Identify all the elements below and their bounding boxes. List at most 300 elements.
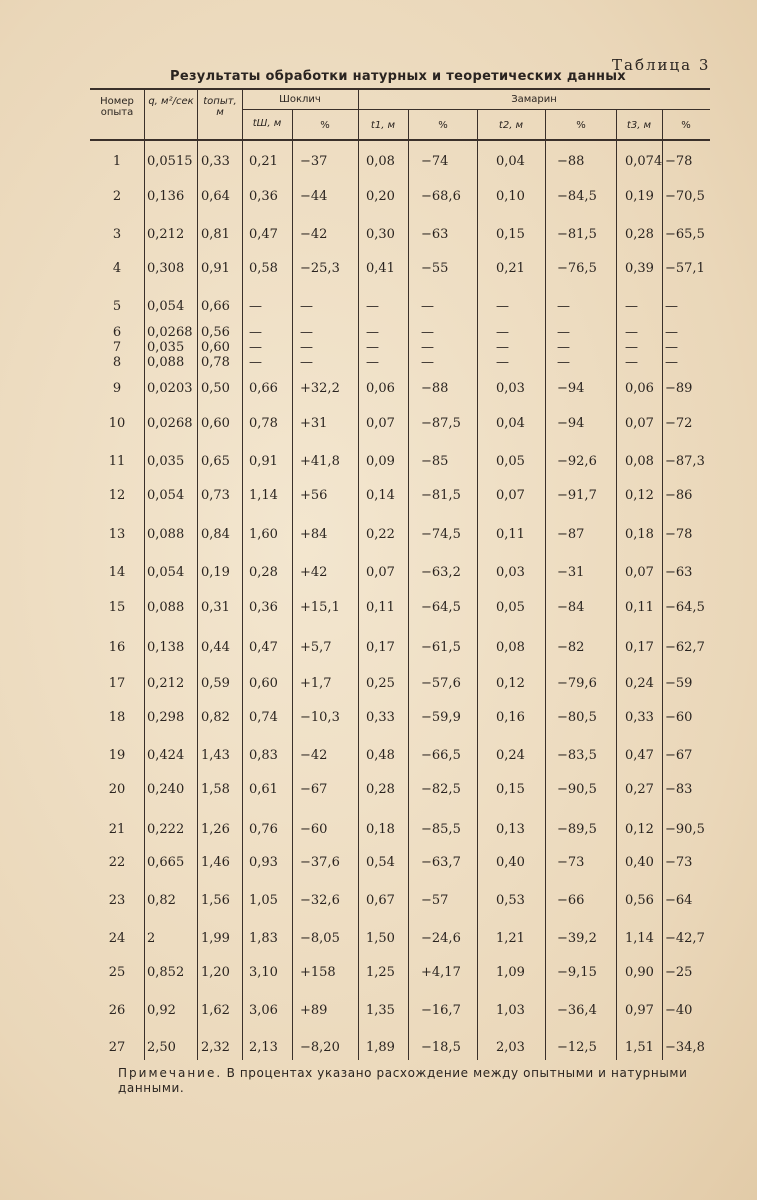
cell-t1: 0,25: [366, 676, 395, 691]
cell-pct-3: —: [665, 340, 678, 355]
cell-q: 0,212: [147, 676, 185, 691]
cell-t-exp: 0,59: [201, 676, 230, 691]
cell-t-sh: 0,28: [249, 565, 278, 580]
header-zamarin: Замарин: [511, 94, 557, 105]
cell-pct-2: −12,5: [557, 1040, 597, 1055]
cell-t1: 0,17: [366, 640, 395, 655]
cell-pct-sh: —: [300, 299, 313, 314]
cell-t-sh: 0,21: [249, 154, 278, 169]
cell-pct-1: −16,7: [421, 1003, 461, 1018]
cell-pct-sh: —: [300, 340, 313, 355]
cell-pct-1: −55: [421, 261, 449, 276]
cell-pct-sh: +31: [300, 416, 328, 431]
cell-num: 18: [108, 710, 126, 725]
cell-pct-3: —: [665, 325, 678, 340]
cell-t1: 0,33: [366, 710, 395, 725]
cell-t-sh: 3,10: [249, 965, 278, 980]
cell-pct-3: −86: [665, 488, 693, 503]
cell-num: 6: [112, 325, 122, 340]
cell-t2: —: [496, 355, 509, 370]
cell-q: 0,0515: [147, 154, 193, 169]
cell-t1: 0,11: [366, 600, 395, 615]
cell-t1: 0,09: [366, 454, 395, 469]
cell-t2: 0,21: [496, 261, 525, 276]
cell-t-exp: 1,56: [201, 893, 230, 908]
cell-t3: 1,14: [625, 931, 654, 946]
cell-t3: 0,07: [625, 416, 654, 431]
cell-t-exp: 0,44: [201, 640, 230, 655]
cell-pct-sh: −10,3: [300, 710, 340, 725]
col-divider: [477, 110, 478, 1060]
cell-q: 0,298: [147, 710, 185, 725]
cell-pct-3: −65,5: [665, 227, 705, 242]
cell-pct-sh: +41,8: [300, 454, 340, 469]
cell-t-exp: 0,60: [201, 416, 230, 431]
cell-pct-2: −73: [557, 855, 585, 870]
cell-pct-1: −18,5: [421, 1040, 461, 1055]
cell-t-sh: 1,14: [249, 488, 278, 503]
cell-num: 10: [108, 416, 126, 431]
cell-t-exp: 0,78: [201, 355, 230, 370]
cell-t2: 0,16: [496, 710, 525, 725]
cell-pct-sh: −60: [300, 822, 328, 837]
cell-t-sh: 0,61: [249, 782, 278, 797]
header-q: q, м²/сек: [148, 96, 194, 107]
cell-t1: 0,48: [366, 748, 395, 763]
cell-num: 16: [108, 640, 126, 655]
cell-pct-2: −82: [557, 640, 585, 655]
cell-pct-1: −85,5: [421, 822, 461, 837]
cell-t-sh: 0,93: [249, 855, 278, 870]
cell-t-exp: 1,62: [201, 1003, 230, 1018]
table-title: Результаты обработки натурных и теоретических данных: [170, 69, 626, 84]
col-divider: [292, 110, 293, 1060]
cell-t-exp: 0,91: [201, 261, 230, 276]
cell-pct-1: —: [421, 355, 434, 370]
cell-q: 0,0203: [147, 381, 193, 396]
cell-pct-1: −74: [421, 154, 449, 169]
cell-t-exp: 1,58: [201, 782, 230, 797]
cell-t-exp: 1,26: [201, 822, 230, 837]
cell-t3: 0,24: [625, 676, 654, 691]
cell-t-sh: 3,06: [249, 1003, 278, 1018]
cell-t-exp: 0,50: [201, 381, 230, 396]
cell-q: 0,088: [147, 355, 185, 370]
cell-num: 4: [112, 261, 122, 276]
cell-q: 0,212: [147, 227, 185, 242]
header-bottom-rule: [90, 139, 710, 141]
cell-pct-1: −87,5: [421, 416, 461, 431]
cell-t1: —: [366, 355, 379, 370]
cell-t-exp: 0,19: [201, 565, 230, 580]
cell-t2: 2,03: [496, 1040, 525, 1055]
cell-pct-sh: +84: [300, 527, 328, 542]
cell-pct-sh: −8,05: [300, 931, 340, 946]
cell-t-sh: 0,91: [249, 454, 278, 469]
cell-t3: 0,08: [625, 454, 654, 469]
cell-t-exp: 0,56: [201, 325, 230, 340]
cell-pct-sh: −44: [300, 189, 328, 204]
header-t3: t3, м: [626, 120, 652, 131]
header-pct-2: %: [576, 120, 586, 131]
cell-pct-1: −85: [421, 454, 449, 469]
cell-pct-3: −60: [665, 710, 693, 725]
col-divider: [408, 110, 409, 1060]
cell-t1: 0,14: [366, 488, 395, 503]
cell-t3: 0,18: [625, 527, 654, 542]
cell-q: 0,035: [147, 454, 185, 469]
cell-pct-sh: +32,2: [300, 381, 340, 396]
cell-pct-3: −83: [665, 782, 693, 797]
cell-t3: —: [625, 299, 638, 314]
cell-pct-1: −59,9: [421, 710, 461, 725]
cell-t-sh: 0,58: [249, 261, 278, 276]
cell-t1: —: [366, 340, 379, 355]
header-pct-3: %: [681, 120, 691, 131]
cell-t1: 0,54: [366, 855, 395, 870]
cell-pct-1: −81,5: [421, 488, 461, 503]
cell-num: 11: [108, 454, 126, 469]
cell-pct-2: −76,5: [557, 261, 597, 276]
cell-t2: 0,03: [496, 381, 525, 396]
cell-t3: 0,39: [625, 261, 654, 276]
cell-t1: 0,28: [366, 782, 395, 797]
cell-num: 23: [108, 893, 126, 908]
cell-num: 8: [112, 355, 122, 370]
cell-t3: —: [625, 355, 638, 370]
cell-num: 9: [112, 381, 122, 396]
cell-pct-sh: −8,20: [300, 1040, 340, 1055]
cell-t3: —: [625, 325, 638, 340]
cell-num: 15: [108, 600, 126, 615]
cell-pct-2: −79,6: [557, 676, 597, 691]
cell-num: 26: [108, 1003, 126, 1018]
cell-num: 13: [108, 527, 126, 542]
cell-t-exp: 0,82: [201, 710, 230, 725]
cell-t1: 1,89: [366, 1040, 395, 1055]
cell-t1: 0,41: [366, 261, 395, 276]
cell-pct-2: −94: [557, 381, 585, 396]
cell-t3: 1,51: [625, 1040, 654, 1055]
cell-t1: 0,07: [366, 416, 395, 431]
cell-num: 14: [108, 565, 126, 580]
cell-t3: 0,33: [625, 710, 654, 725]
col-divider: [545, 110, 546, 1060]
cell-q: 0,0268: [147, 325, 193, 340]
cell-t2: —: [496, 325, 509, 340]
cell-pct-3: −62,7: [665, 640, 705, 655]
cell-q: 0,088: [147, 600, 185, 615]
cell-q: 2,50: [147, 1040, 176, 1055]
cell-t-exp: 0,66: [201, 299, 230, 314]
cell-pct-3: −57,1: [665, 261, 705, 276]
cell-num: 22: [108, 855, 126, 870]
cell-t-sh: 2,13: [249, 1040, 278, 1055]
cell-t1: 1,35: [366, 1003, 395, 1018]
cell-pct-3: −64: [665, 893, 693, 908]
cell-q: 0,054: [147, 299, 185, 314]
cell-t2: 0,13: [496, 822, 525, 837]
cell-pct-sh: —: [300, 355, 313, 370]
cell-t-sh: 0,36: [249, 600, 278, 615]
cell-q: 0,665: [147, 855, 185, 870]
cell-t-exp: 1,20: [201, 965, 230, 980]
header-t2: t2, м: [498, 120, 524, 131]
cell-t2: 0,04: [496, 416, 525, 431]
cell-q: 0,054: [147, 488, 185, 503]
cell-pct-1: −88: [421, 381, 449, 396]
cell-pct-3: −64,5: [665, 600, 705, 615]
header-shoklich: Шоклич: [279, 94, 321, 105]
cell-t-sh: 0,76: [249, 822, 278, 837]
cell-t1: 0,67: [366, 893, 395, 908]
cell-t2: 0,24: [496, 748, 525, 763]
cell-t2: 0,03: [496, 565, 525, 580]
cell-pct-sh: +89: [300, 1003, 328, 1018]
cell-pct-2: −89,5: [557, 822, 597, 837]
cell-pct-1: −61,5: [421, 640, 461, 655]
cell-t3: 0,07: [625, 565, 654, 580]
cell-t3: 0,47: [625, 748, 654, 763]
cell-t-sh: 0,47: [249, 227, 278, 242]
shoklich-rule: [242, 109, 358, 110]
cell-t3: 0,074: [625, 154, 663, 169]
cell-pct-3: —: [665, 299, 678, 314]
col-divider: [144, 88, 145, 1060]
cell-t2: —: [496, 299, 509, 314]
cell-pct-sh: −37,6: [300, 855, 340, 870]
cell-q: 0,0268: [147, 416, 193, 431]
cell-t-exp: 0,33: [201, 154, 230, 169]
cell-t2: 0,05: [496, 454, 525, 469]
col-divider: [662, 110, 663, 1060]
cell-t3: —: [625, 340, 638, 355]
cell-pct-3: −40: [665, 1003, 693, 1018]
cell-t3: 0,06: [625, 381, 654, 396]
cell-pct-1: −74,5: [421, 527, 461, 542]
cell-pct-sh: +1,7: [300, 676, 332, 691]
cell-q: 0,035: [147, 340, 185, 355]
cell-pct-2: −84: [557, 600, 585, 615]
table-note: [118, 1066, 718, 1096]
cell-pct-3: −59: [665, 676, 693, 691]
cell-pct-sh: +15,1: [300, 600, 340, 615]
cell-pct-3: −87,3: [665, 454, 705, 469]
cell-num: 2: [112, 189, 122, 204]
cell-num: 1: [112, 154, 122, 169]
cell-t-sh: 1,83: [249, 931, 278, 946]
cell-t-sh: 0,36: [249, 189, 278, 204]
cell-t1: 0,22: [366, 527, 395, 542]
cell-t-exp: 0,60: [201, 340, 230, 355]
cell-pct-3: −34,8: [665, 1040, 705, 1055]
cell-num: 24: [108, 931, 126, 946]
cell-q: 0,424: [147, 748, 185, 763]
cell-num: 27: [108, 1040, 126, 1055]
cell-num: 19: [108, 748, 126, 763]
cell-t3: 0,56: [625, 893, 654, 908]
cell-t-sh: 0,74: [249, 710, 278, 725]
cell-t3: 0,12: [625, 822, 654, 837]
header-pct-1: %: [438, 120, 448, 131]
cell-pct-2: −92,6: [557, 454, 597, 469]
cell-pct-1: —: [421, 299, 434, 314]
cell-t2: 1,21: [496, 931, 525, 946]
cell-pct-2: —: [557, 340, 570, 355]
cell-t3: 0,12: [625, 488, 654, 503]
col-divider: [616, 110, 617, 1060]
cell-pct-sh: −67: [300, 782, 328, 797]
cell-t-sh: 0,83: [249, 748, 278, 763]
cell-t-sh: 1,05: [249, 893, 278, 908]
cell-pct-1: −57: [421, 893, 449, 908]
cell-pct-1: —: [421, 325, 434, 340]
cell-t-sh: —: [249, 325, 262, 340]
cell-t-sh: 1,60: [249, 527, 278, 542]
cell-t2: —: [496, 340, 509, 355]
cell-t3: 0,19: [625, 189, 654, 204]
cell-t-exp: 1,46: [201, 855, 230, 870]
cell-pct-1: +4,17: [421, 965, 461, 980]
cell-pct-sh: +158: [300, 965, 336, 980]
col-divider: [197, 88, 198, 1060]
cell-t-sh: —: [249, 299, 262, 314]
cell-t2: 0,12: [496, 676, 525, 691]
cell-pct-1: −63,2: [421, 565, 461, 580]
cell-q: 0,240: [147, 782, 185, 797]
cell-pct-sh: +42: [300, 565, 328, 580]
cell-q: 0,82: [147, 893, 176, 908]
cell-pct-3: −89: [665, 381, 693, 396]
cell-t-sh: —: [249, 355, 262, 370]
cell-t-exp: 0,65: [201, 454, 230, 469]
cell-t2: 0,04: [496, 154, 525, 169]
cell-t-exp: 0,64: [201, 189, 230, 204]
cell-pct-2: −94: [557, 416, 585, 431]
cell-q: 2: [147, 931, 156, 946]
cell-t-exp: 0,31: [201, 600, 230, 615]
header-top-rule: [90, 88, 710, 90]
cell-pct-sh: —: [300, 325, 313, 340]
cell-pct-3: −63: [665, 565, 693, 580]
cell-t2: 1,09: [496, 965, 525, 980]
cell-t1: —: [366, 299, 379, 314]
cell-pct-2: −80,5: [557, 710, 597, 725]
cell-pct-2: −9,15: [557, 965, 597, 980]
cell-t1: 0,20: [366, 189, 395, 204]
cell-pct-sh: −37: [300, 154, 328, 169]
cell-t1: 0,30: [366, 227, 395, 242]
cell-pct-3: −78: [665, 154, 693, 169]
cell-t3: 0,40: [625, 855, 654, 870]
cell-pct-2: −36,4: [557, 1003, 597, 1018]
cell-q: 0,222: [147, 822, 185, 837]
cell-t3: 0,27: [625, 782, 654, 797]
cell-pct-2: −81,5: [557, 227, 597, 242]
cell-pct-3: −90,5: [665, 822, 705, 837]
cell-t-exp: 1,43: [201, 748, 230, 763]
cell-pct-3: −70,5: [665, 189, 705, 204]
cell-pct-sh: +56: [300, 488, 328, 503]
cell-pct-1: −64,5: [421, 600, 461, 615]
cell-pct-3: −25: [665, 965, 693, 980]
cell-t1: 0,07: [366, 565, 395, 580]
cell-num: 5: [112, 299, 122, 314]
cell-num: 3: [112, 227, 122, 242]
cell-t-sh: 0,78: [249, 416, 278, 431]
cell-num: 17: [108, 676, 126, 691]
cell-t2: 0,15: [496, 227, 525, 242]
cell-t-sh: 0,47: [249, 640, 278, 655]
cell-pct-1: −68,6: [421, 189, 461, 204]
cell-pct-2: —: [557, 355, 570, 370]
col-divider: [242, 88, 243, 1060]
cell-pct-3: −42,7: [665, 931, 705, 946]
cell-q: 0,92: [147, 1003, 176, 1018]
cell-pct-1: −66,5: [421, 748, 461, 763]
table-number: Таблица 3: [612, 56, 711, 74]
cell-q: 0,852: [147, 965, 185, 980]
cell-t-exp: 0,84: [201, 527, 230, 542]
cell-t2: 0,05: [496, 600, 525, 615]
cell-t3: 0,17: [625, 640, 654, 655]
cell-t-exp: 1,99: [201, 931, 230, 946]
cell-pct-2: −90,5: [557, 782, 597, 797]
cell-pct-3: −78: [665, 527, 693, 542]
cell-pct-3: −72: [665, 416, 693, 431]
header-num: Номер опыта: [100, 96, 134, 118]
cell-pct-sh: −32,6: [300, 893, 340, 908]
note-text: В процентах указано расхождение между опытными и натурными данными.: [118, 1066, 688, 1095]
col-divider: [358, 88, 359, 1060]
cell-pct-3: —: [665, 355, 678, 370]
cell-q: 0,308: [147, 261, 185, 276]
cell-q: 0,088: [147, 527, 185, 542]
cell-t2: 0,08: [496, 640, 525, 655]
cell-t3: 0,97: [625, 1003, 654, 1018]
cell-q: 0,054: [147, 565, 185, 580]
cell-t2: 0,11: [496, 527, 525, 542]
cell-pct-1: −24,6: [421, 931, 461, 946]
note-label: Примечание.: [118, 1066, 223, 1080]
cell-t2: 1,03: [496, 1003, 525, 1018]
cell-pct-1: −82,5: [421, 782, 461, 797]
cell-num: 25: [108, 965, 126, 980]
cell-pct-2: −66: [557, 893, 585, 908]
cell-t-exp: 2,32: [201, 1040, 230, 1055]
cell-pct-sh: −42: [300, 227, 328, 242]
cell-pct-1: −57,6: [421, 676, 461, 691]
cell-t1: 1,25: [366, 965, 395, 980]
cell-pct-2: −31: [557, 565, 585, 580]
header-t-sh: tШ, м: [252, 118, 282, 129]
header-t1: t1, м: [370, 120, 396, 131]
cell-t2: 0,15: [496, 782, 525, 797]
cell-q: 0,136: [147, 189, 185, 204]
cell-pct-2: −84,5: [557, 189, 597, 204]
cell-t1: 0,18: [366, 822, 395, 837]
cell-pct-1: —: [421, 340, 434, 355]
header-t-exp: tопыт, м: [203, 96, 237, 118]
cell-pct-2: −39,2: [557, 931, 597, 946]
cell-num: 7: [112, 340, 122, 355]
cell-t3: 0,28: [625, 227, 654, 242]
cell-t2: 0,07: [496, 488, 525, 503]
cell-pct-1: −63,7: [421, 855, 461, 870]
cell-t-sh: 0,60: [249, 676, 278, 691]
cell-t1: 0,08: [366, 154, 395, 169]
cell-t1: —: [366, 325, 379, 340]
